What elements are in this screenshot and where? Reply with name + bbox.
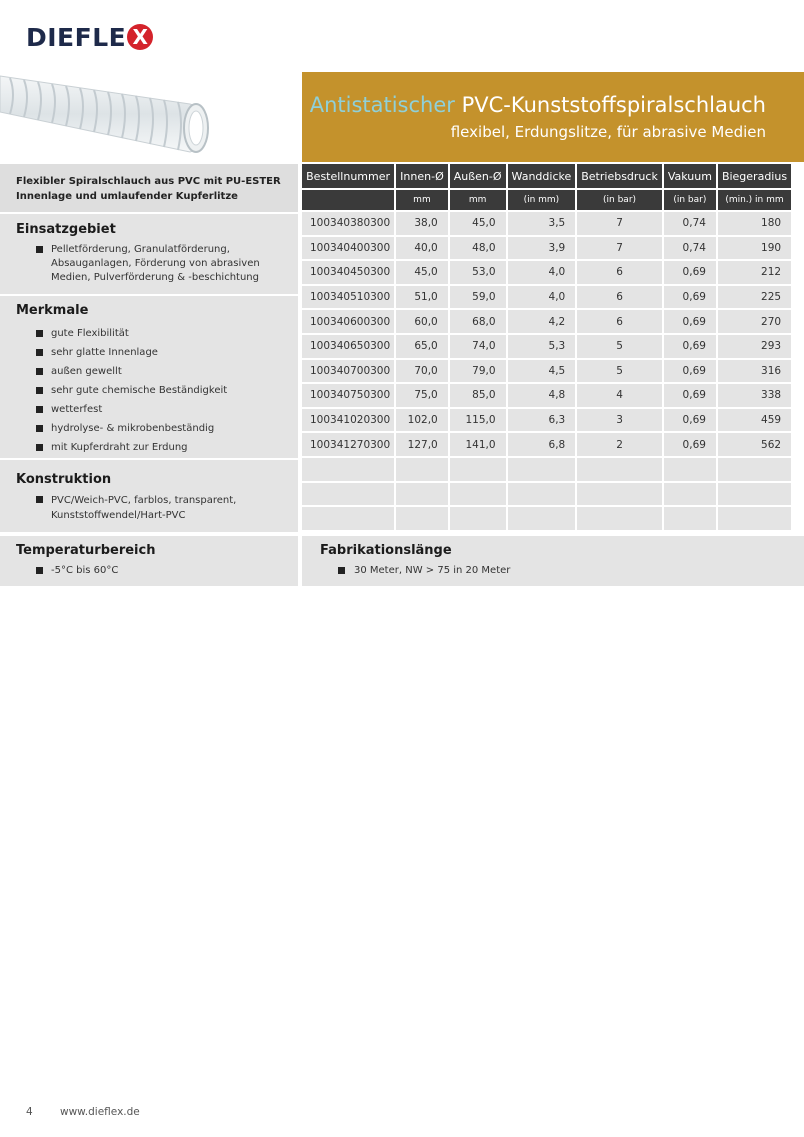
- table-cell: 316: [718, 360, 791, 383]
- list-item: [0, 419, 298, 438]
- table-cell-empty: [396, 507, 448, 530]
- list-item-text: wetterfest: [51, 404, 103, 415]
- bullet-square-icon: [36, 406, 43, 413]
- table-cell: 53,0: [450, 261, 506, 284]
- table-cell-empty: [664, 507, 716, 530]
- table-cell: 100340700300: [302, 360, 394, 383]
- table-row-empty: [302, 458, 791, 481]
- table-cell: 562: [718, 433, 791, 456]
- table-cell: 127,0: [396, 433, 448, 456]
- konstruktion-list: [0, 493, 298, 523]
- table-cell: 0,74: [664, 237, 716, 260]
- bullet-square-icon: [36, 444, 43, 451]
- list-item: [320, 564, 804, 578]
- col-header: Wanddicke: [508, 164, 576, 188]
- table-cell: 225: [718, 286, 791, 309]
- merkmale-list: [0, 324, 298, 457]
- fabrikation-list: [320, 564, 804, 578]
- table-cell: 459: [718, 409, 791, 432]
- table-cell: 0,69: [664, 335, 716, 358]
- section-title-temperaturbereich: Temperaturbereich: [16, 543, 156, 558]
- table-cell-empty: [302, 507, 394, 530]
- table-cell-empty: [664, 458, 716, 481]
- section-title-konstruktion: Konstruktion: [16, 472, 112, 487]
- website-url: www.dieflex.de: [60, 1106, 140, 1118]
- table-cell: 85,0: [450, 384, 506, 407]
- table-cell: 6,8: [508, 433, 576, 456]
- table-cell: 0,69: [664, 384, 716, 407]
- list-item: [0, 400, 298, 419]
- table-cell: 141,0: [450, 433, 506, 456]
- table-cell: 4,2: [508, 310, 576, 333]
- table-cell: 3,9: [508, 237, 576, 260]
- col-unit: (min.) in mm: [718, 190, 791, 210]
- table-cell: 180: [718, 212, 791, 235]
- bullet-square-icon: [36, 349, 43, 356]
- title-main-word: PVC-Kunststoffspiralschlauch: [461, 93, 766, 117]
- table-cell: 190: [718, 237, 791, 260]
- col-unit: mm: [450, 190, 506, 210]
- table-cell: 68,0: [450, 310, 506, 333]
- table-cell: 100340600300: [302, 310, 394, 333]
- list-item-text: -5°C bis 60°C: [51, 565, 119, 576]
- bullet-square-icon: [36, 368, 43, 375]
- table-row: [302, 212, 791, 235]
- table-cell: 0,69: [664, 310, 716, 333]
- section-fabrikationslaenge: [302, 536, 804, 586]
- table-cell: 338: [718, 384, 791, 407]
- table-cell-empty: [718, 483, 791, 506]
- table-cell: 7: [577, 237, 662, 260]
- section-title-merkmale: Merkmale: [16, 303, 89, 318]
- table-row-empty: [302, 483, 791, 506]
- list-item-text: gute Flexibilität: [51, 328, 129, 339]
- table-cell-empty: [577, 507, 662, 530]
- table-cell: 5: [577, 335, 662, 358]
- table-cell: 6,3: [508, 409, 576, 432]
- section-temperaturbereich: [0, 536, 298, 586]
- list-item-text: hydrolyse- & mikrobenbeständig: [51, 423, 215, 434]
- section-title-fabrikationslaenge: Fabrikationslänge: [320, 543, 452, 558]
- table-row: [302, 286, 791, 309]
- table-cell: 4: [577, 384, 662, 407]
- table-cell: 100340450300: [302, 261, 394, 284]
- table-cell-empty: [718, 458, 791, 481]
- section-konstruktion: [0, 460, 298, 532]
- section-title-einsatzgebiet: Einsatzgebiet: [16, 222, 116, 237]
- dieflex-logo: [26, 22, 153, 52]
- table-cell: 51,0: [396, 286, 448, 309]
- table-cell: 45,0: [396, 261, 448, 284]
- table-cell: 100340650300: [302, 335, 394, 358]
- col-header: Vakuum: [664, 164, 716, 188]
- einsatzgebiet-list: [0, 243, 298, 285]
- bullet-square-icon: [36, 387, 43, 394]
- table-cell-empty: [508, 507, 576, 530]
- table-row: [302, 237, 791, 260]
- list-item-text: sehr glatte Innenlage: [51, 347, 158, 358]
- list-item-text: sehr gute chemische Beständigkeit: [51, 385, 228, 396]
- list-item-text: außen gewellt: [51, 366, 122, 377]
- list-item: [0, 243, 298, 285]
- table-cell-empty: [450, 458, 506, 481]
- table-cell: 65,0: [396, 335, 448, 358]
- table-cell: 3: [577, 409, 662, 432]
- table-cell: 0,69: [664, 360, 716, 383]
- table-cell: 212: [718, 261, 791, 284]
- col-unit: mm: [396, 190, 448, 210]
- table-cell-empty: [396, 483, 448, 506]
- table-cell-empty: [577, 458, 662, 481]
- table-row: [302, 261, 791, 284]
- table-cell: 100341270300: [302, 433, 394, 456]
- col-header: Außen-Ø: [450, 164, 506, 188]
- table-cell: 45,0: [450, 212, 506, 235]
- bullet-square-icon: [36, 567, 43, 574]
- section-merkmale: [0, 296, 298, 458]
- spec-table: [300, 162, 793, 532]
- table-cell-empty: [302, 483, 394, 506]
- col-unit: (in bar): [664, 190, 716, 210]
- table-row-empty: [302, 507, 791, 530]
- table-cell: 100340380300: [302, 212, 394, 235]
- logo-x-circle: X: [127, 24, 153, 50]
- table-cell-empty: [718, 507, 791, 530]
- table-units-row: [302, 190, 791, 210]
- table-cell: 38,0: [396, 212, 448, 235]
- table-cell: 6: [577, 286, 662, 309]
- table-cell: 4,5: [508, 360, 576, 383]
- list-item: [0, 324, 298, 343]
- list-item-text: PVC/Weich-PVC, farblos, transparent, Kunststoffwendel/Hart-PVC: [51, 495, 237, 521]
- bullet-square-icon: [36, 246, 43, 253]
- bullet-square-icon: [36, 496, 43, 503]
- table-cell: 270: [718, 310, 791, 333]
- table-cell: 6: [577, 261, 662, 284]
- col-header: Bestellnummer: [302, 164, 394, 188]
- bullet-square-icon: [36, 425, 43, 432]
- product-title: [302, 91, 766, 119]
- col-unit: (in mm): [508, 190, 576, 210]
- table-row: [302, 409, 791, 432]
- list-item-text: 30 Meter, NW > 75 in 20 Meter: [354, 565, 511, 576]
- table-cell: 3,5: [508, 212, 576, 235]
- table-row: [302, 360, 791, 383]
- page-footer: [26, 1106, 140, 1118]
- table-cell: 4,0: [508, 286, 576, 309]
- col-header: Betriebsdruck: [577, 164, 662, 188]
- table-cell: 0,69: [664, 433, 716, 456]
- table-cell: 0,69: [664, 286, 716, 309]
- list-item: [0, 381, 298, 400]
- intro-line-2: Innenlage und umlaufender Kupferlitze: [16, 191, 238, 202]
- table-cell-empty: [450, 507, 506, 530]
- table-cell-empty: [450, 483, 506, 506]
- table-cell: 2: [577, 433, 662, 456]
- page-number: 4: [26, 1106, 33, 1118]
- table-cell: 70,0: [396, 360, 448, 383]
- temperatur-list: [0, 564, 298, 578]
- col-unit: (in bar): [577, 190, 662, 210]
- table-row: [302, 433, 791, 456]
- table-cell: 293: [718, 335, 791, 358]
- table-cell-empty: [664, 483, 716, 506]
- bullet-square-icon: [338, 567, 345, 574]
- table-cell-empty: [508, 458, 576, 481]
- col-header: Biegeradius: [718, 164, 791, 188]
- table-cell: 115,0: [450, 409, 506, 432]
- table-cell-empty: [508, 483, 576, 506]
- section-einsatzgebiet: [0, 214, 298, 294]
- table-row: [302, 310, 791, 333]
- table-cell: 75,0: [396, 384, 448, 407]
- col-unit: [302, 190, 394, 210]
- product-title-banner: [302, 72, 804, 162]
- table-cell: 59,0: [450, 286, 506, 309]
- table-cell: 100340510300: [302, 286, 394, 309]
- table-body: [302, 212, 791, 530]
- list-item: [0, 343, 298, 362]
- table-cell: 40,0: [396, 237, 448, 260]
- table-cell: 5,3: [508, 335, 576, 358]
- table-cell-empty: [396, 458, 448, 481]
- table-cell: 48,0: [450, 237, 506, 260]
- product-subtitle: flexibel, Erdungslitze, für abrasive Medien: [450, 123, 766, 141]
- table-row: [302, 335, 791, 358]
- table-cell: 74,0: [450, 335, 506, 358]
- logo-wordmark: DIEFLE: [26, 22, 127, 52]
- table-cell: 0,69: [664, 409, 716, 432]
- table-cell: 0,74: [664, 212, 716, 235]
- product-intro: [0, 164, 298, 212]
- list-item-text: mit Kupferdraht zur Erdung: [51, 442, 188, 453]
- table-cell: 79,0: [450, 360, 506, 383]
- list-item-text: Pelletförderung, Granulatförderung, Absauganlagen, Förderung von abrasiven Medien, Pulverförderung & -beschichtung: [51, 244, 260, 283]
- intro-line-1: Flexibler Spiralschlauch aus PVC mit PU-ESTER: [16, 176, 281, 187]
- table-cell: 0,69: [664, 261, 716, 284]
- col-header: Innen-Ø: [396, 164, 448, 188]
- table-cell-empty: [577, 483, 662, 506]
- table-cell: 100341020300: [302, 409, 394, 432]
- bullet-square-icon: [36, 330, 43, 337]
- table-cell: 4,8: [508, 384, 576, 407]
- list-item: [0, 564, 298, 578]
- list-item: [0, 493, 298, 523]
- table-cell: 7: [577, 212, 662, 235]
- table-cell: 100340750300: [302, 384, 394, 407]
- title-accent-word: Antistatischer: [309, 93, 455, 117]
- table-cell: 102,0: [396, 409, 448, 432]
- table-header-row: [302, 164, 791, 188]
- table-cell: 100340400300: [302, 237, 394, 260]
- table-cell: 5: [577, 360, 662, 383]
- list-item: [0, 362, 298, 381]
- table-cell: 6: [577, 310, 662, 333]
- table-cell: 60,0: [396, 310, 448, 333]
- table-cell: 4,0: [508, 261, 576, 284]
- list-item: [0, 438, 298, 457]
- table-cell-empty: [302, 458, 394, 481]
- hose-product-image: [0, 72, 300, 160]
- table-row: [302, 384, 791, 407]
